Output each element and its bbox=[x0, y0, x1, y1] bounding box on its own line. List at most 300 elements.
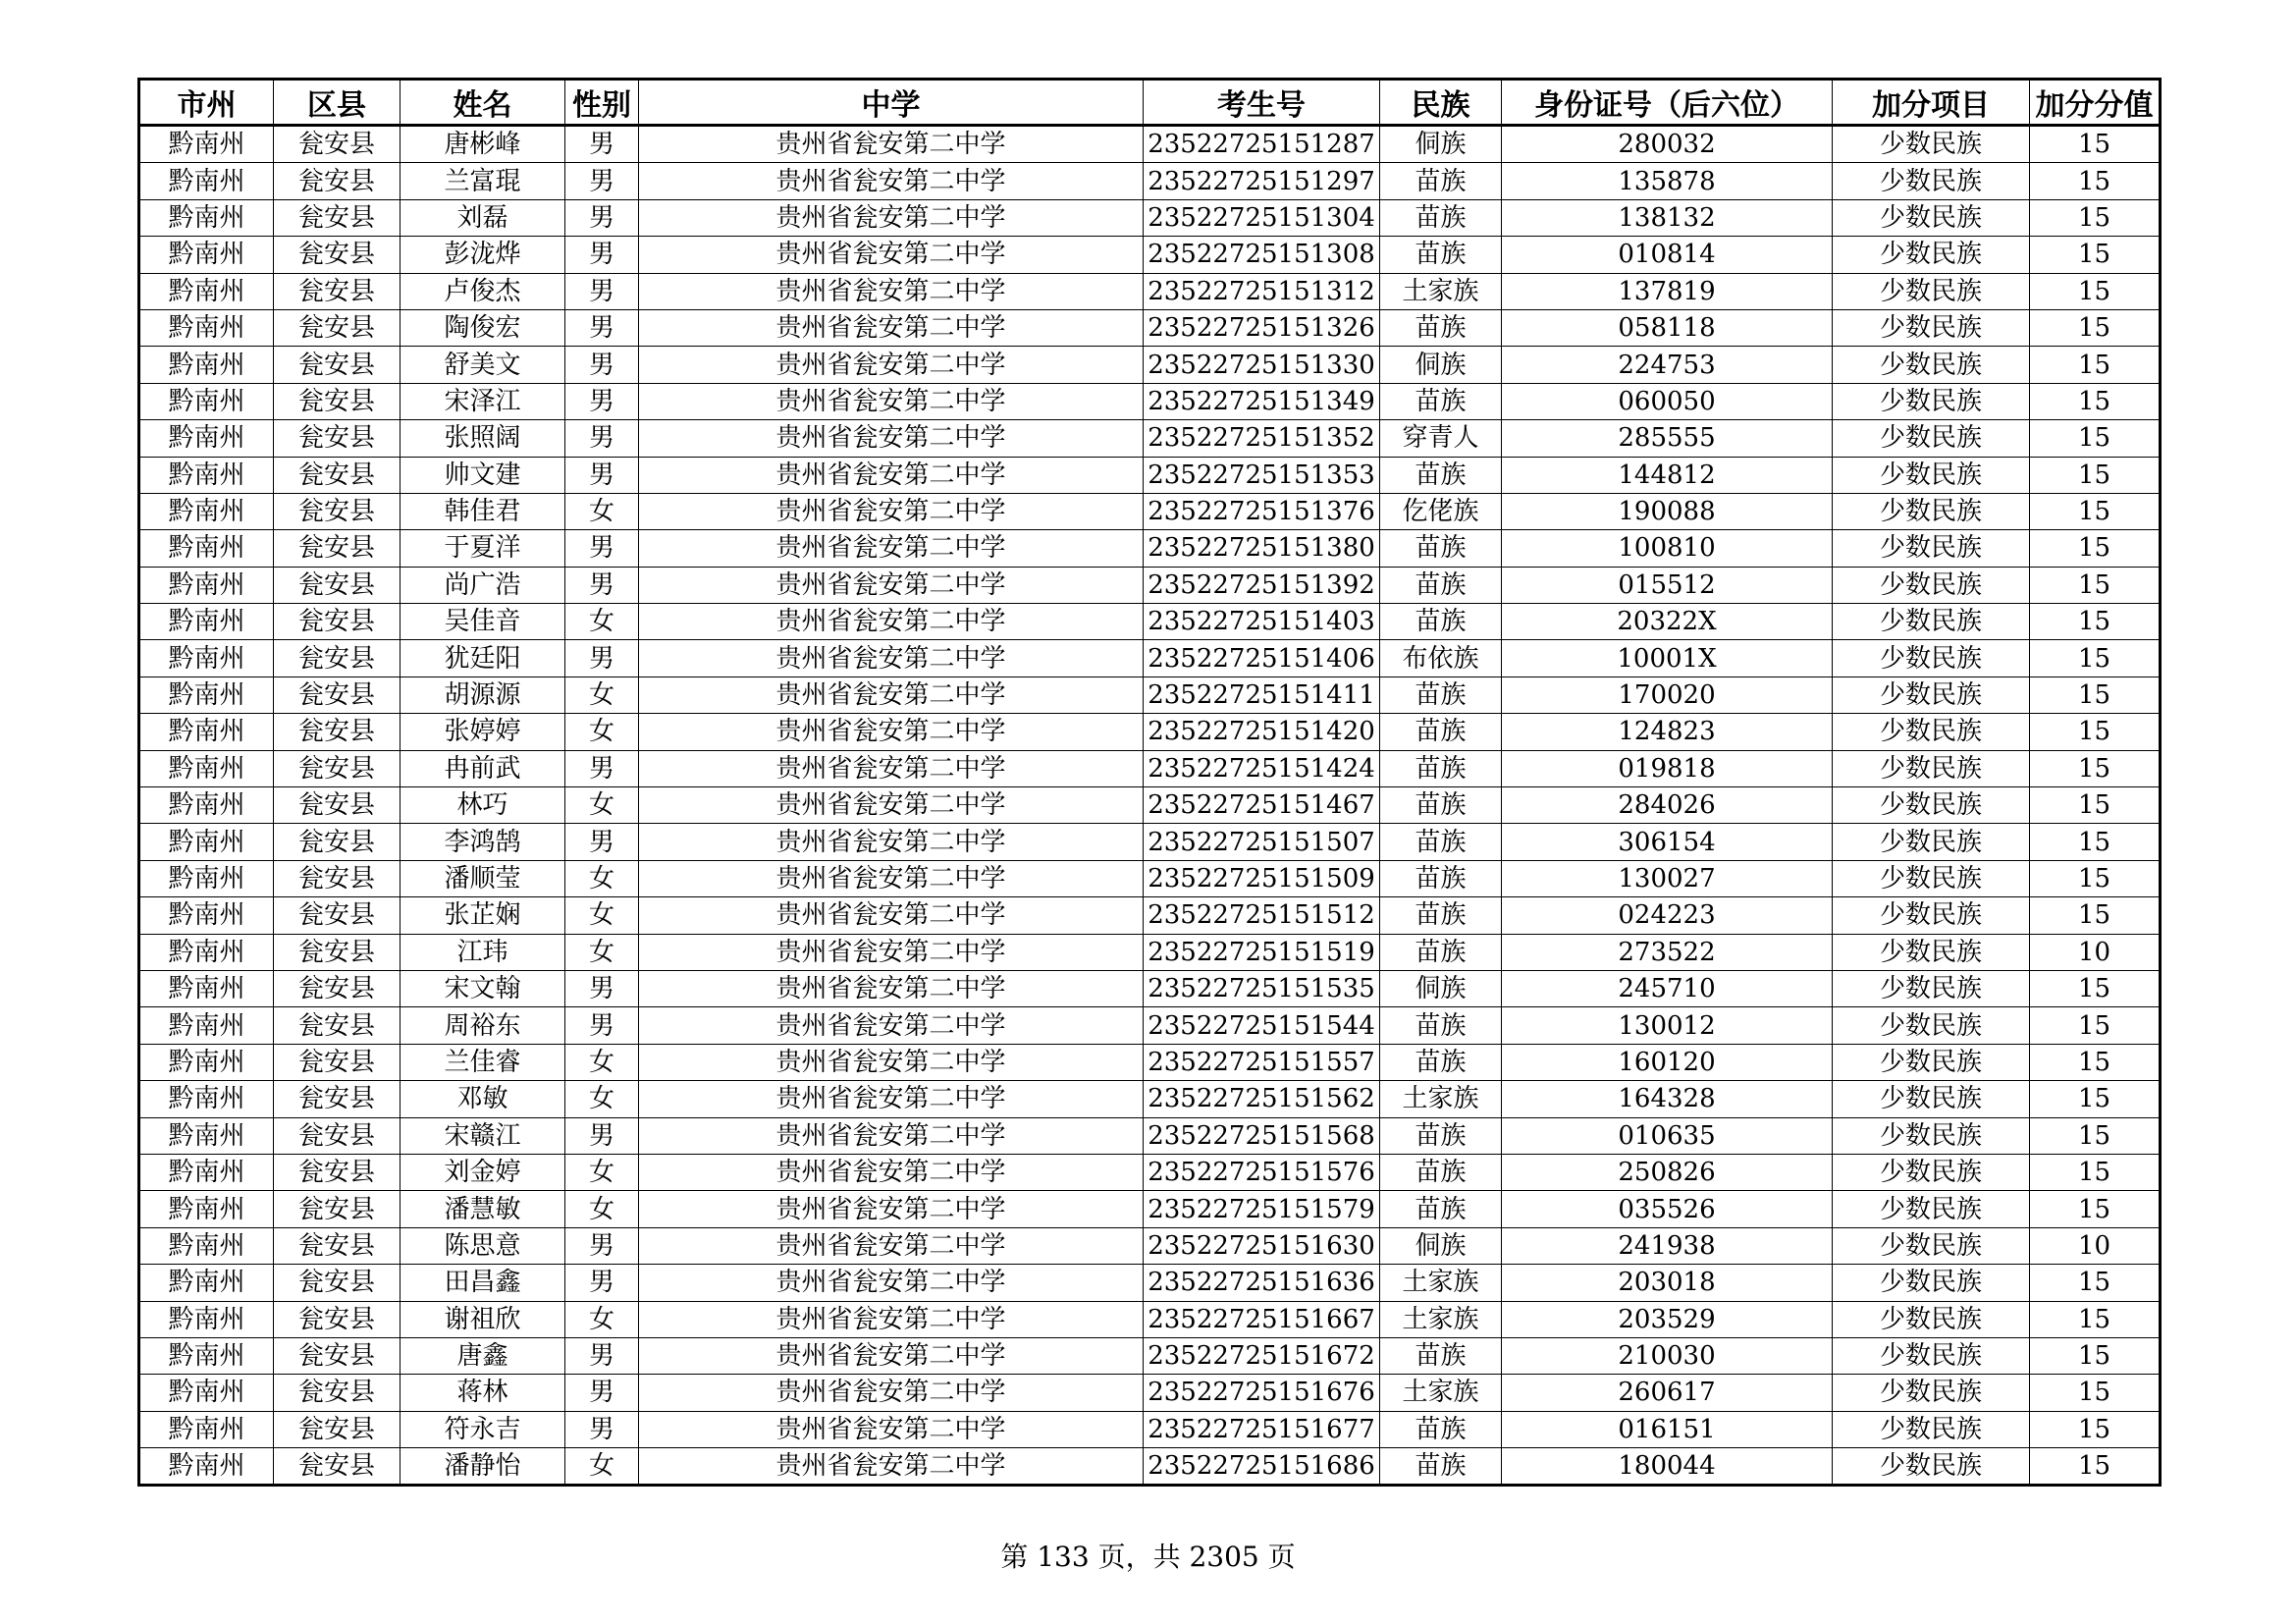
cell-gender: 男 bbox=[565, 567, 639, 603]
cell-name: 韩佳君 bbox=[400, 493, 565, 529]
cell-county: 瓮安县 bbox=[274, 273, 400, 309]
cell-gender: 女 bbox=[565, 677, 639, 713]
cell-id-suffix: 280032 bbox=[1502, 126, 1833, 163]
cell-city: 黔南州 bbox=[139, 1411, 274, 1447]
cell-bonus-item: 少数民族 bbox=[1833, 347, 2030, 383]
cell-school: 贵州省瓮安第二中学 bbox=[639, 787, 1144, 824]
table-row bbox=[139, 1081, 2161, 1117]
cell-bonus-item: 少数民族 bbox=[1833, 420, 2030, 457]
cell-school: 贵州省瓮安第二中学 bbox=[639, 309, 1144, 346]
cell-bonus-value: 15 bbox=[2030, 640, 2161, 677]
cell-id-suffix: 273522 bbox=[1502, 934, 1833, 970]
cell-name: 陈思意 bbox=[400, 1227, 565, 1264]
cell-county: 瓮安县 bbox=[274, 1044, 400, 1080]
cell-exam-no: 23522725151544 bbox=[1144, 1007, 1380, 1044]
cell-bonus-value: 15 bbox=[2030, 1375, 2161, 1411]
table-row bbox=[139, 934, 2161, 970]
cell-ethnicity: 土家族 bbox=[1380, 273, 1502, 309]
cell-name: 潘顺莹 bbox=[400, 860, 565, 896]
cell-city: 黔南州 bbox=[139, 640, 274, 677]
cell-name: 陶俊宏 bbox=[400, 309, 565, 346]
cell-bonus-value: 15 bbox=[2030, 126, 2161, 163]
cell-bonus-item: 少数民族 bbox=[1833, 677, 2030, 713]
cell-city: 黔南州 bbox=[139, 347, 274, 383]
cell-id-suffix: 015512 bbox=[1502, 567, 1833, 603]
header-bonus-value: 加分分值 bbox=[2030, 80, 2161, 126]
cell-bonus-value: 10 bbox=[2030, 1227, 2161, 1264]
table-row bbox=[139, 383, 2161, 419]
cell-city: 黔南州 bbox=[139, 1081, 274, 1117]
cell-county: 瓮安县 bbox=[274, 347, 400, 383]
cell-gender: 女 bbox=[565, 860, 639, 896]
table-row bbox=[139, 860, 2161, 896]
cell-bonus-item: 少数民族 bbox=[1833, 383, 2030, 419]
cell-school: 贵州省瓮安第二中学 bbox=[639, 1081, 1144, 1117]
cell-gender: 女 bbox=[565, 714, 639, 750]
cell-school: 贵州省瓮安第二中学 bbox=[639, 1117, 1144, 1154]
table-row bbox=[139, 1301, 2161, 1337]
cell-ethnicity: 苗族 bbox=[1380, 237, 1502, 273]
cell-gender: 男 bbox=[565, 1227, 639, 1264]
cell-county: 瓮安县 bbox=[274, 199, 400, 236]
cell-name: 蒋林 bbox=[400, 1375, 565, 1411]
table-row bbox=[139, 163, 2161, 199]
cell-city: 黔南州 bbox=[139, 567, 274, 603]
table-row bbox=[139, 677, 2161, 713]
cell-id-suffix: 060050 bbox=[1502, 383, 1833, 419]
cell-county: 瓮安县 bbox=[274, 1227, 400, 1264]
cell-name: 尚广浩 bbox=[400, 567, 565, 603]
cell-bonus-item: 少数民族 bbox=[1833, 1265, 2030, 1301]
cell-gender: 女 bbox=[565, 493, 639, 529]
cell-gender: 男 bbox=[565, 383, 639, 419]
cell-id-suffix: 010635 bbox=[1502, 1117, 1833, 1154]
cell-ethnicity: 穿青人 bbox=[1380, 420, 1502, 457]
cell-bonus-item: 少数民族 bbox=[1833, 309, 2030, 346]
cell-gender: 女 bbox=[565, 604, 639, 640]
cell-exam-no: 23522725151535 bbox=[1144, 970, 1380, 1006]
cell-county: 瓮安县 bbox=[274, 750, 400, 786]
cell-name: 潘慧敏 bbox=[400, 1191, 565, 1227]
header-name: 姓名 bbox=[400, 80, 565, 126]
cell-gender: 男 bbox=[565, 970, 639, 1006]
cell-gender: 女 bbox=[565, 897, 639, 934]
cell-name: 宋泽江 bbox=[400, 383, 565, 419]
cell-school: 贵州省瓮安第二中学 bbox=[639, 970, 1144, 1006]
cell-county: 瓮安县 bbox=[274, 1154, 400, 1190]
cell-bonus-value: 15 bbox=[2030, 199, 2161, 236]
cell-school: 贵州省瓮安第二中学 bbox=[639, 1154, 1144, 1190]
cell-school: 贵州省瓮安第二中学 bbox=[639, 347, 1144, 383]
cell-ethnicity: 苗族 bbox=[1380, 1117, 1502, 1154]
cell-county: 瓮安县 bbox=[274, 126, 400, 163]
cell-school: 贵州省瓮安第二中学 bbox=[639, 1265, 1144, 1301]
cell-id-suffix: 010814 bbox=[1502, 237, 1833, 273]
cell-exam-no: 23522725151562 bbox=[1144, 1081, 1380, 1117]
table-row bbox=[139, 273, 2161, 309]
cell-bonus-item: 少数民族 bbox=[1833, 714, 2030, 750]
cell-id-suffix: 10001X bbox=[1502, 640, 1833, 677]
cell-bonus-value: 15 bbox=[2030, 1044, 2161, 1080]
cell-gender: 女 bbox=[565, 1191, 639, 1227]
cell-exam-no: 23522725151304 bbox=[1144, 199, 1380, 236]
cell-id-suffix: 019818 bbox=[1502, 750, 1833, 786]
cell-exam-no: 23522725151330 bbox=[1144, 347, 1380, 383]
cell-bonus-item: 少数民族 bbox=[1833, 1411, 2030, 1447]
cell-bonus-value: 15 bbox=[2030, 1007, 2161, 1044]
cell-exam-no: 23522725151411 bbox=[1144, 677, 1380, 713]
cell-exam-no: 23522725151349 bbox=[1144, 383, 1380, 419]
cell-bonus-value: 15 bbox=[2030, 1448, 2161, 1486]
cell-county: 瓮安县 bbox=[274, 1265, 400, 1301]
cell-county: 瓮安县 bbox=[274, 1007, 400, 1044]
cell-ethnicity: 土家族 bbox=[1380, 1375, 1502, 1411]
cell-county: 瓮安县 bbox=[274, 163, 400, 199]
table-row bbox=[139, 750, 2161, 786]
cell-bonus-item: 少数民族 bbox=[1833, 1337, 2030, 1374]
cell-school: 贵州省瓮安第二中学 bbox=[639, 750, 1144, 786]
cell-exam-no: 23522725151406 bbox=[1144, 640, 1380, 677]
cell-school: 贵州省瓮安第二中学 bbox=[639, 640, 1144, 677]
cell-ethnicity: 侗族 bbox=[1380, 970, 1502, 1006]
cell-bonus-item: 少数民族 bbox=[1833, 640, 2030, 677]
cell-id-suffix: 035526 bbox=[1502, 1191, 1833, 1227]
cell-gender: 男 bbox=[565, 1337, 639, 1374]
cell-school: 贵州省瓮安第二中学 bbox=[639, 493, 1144, 529]
cell-bonus-item: 少数民族 bbox=[1833, 1301, 2030, 1337]
cell-bonus-value: 15 bbox=[2030, 567, 2161, 603]
cell-ethnicity: 苗族 bbox=[1380, 824, 1502, 860]
cell-bonus-item: 少数民族 bbox=[1833, 787, 2030, 824]
cell-name: 宋文翰 bbox=[400, 970, 565, 1006]
cell-gender: 女 bbox=[565, 934, 639, 970]
cell-exam-no: 23522725151686 bbox=[1144, 1448, 1380, 1486]
cell-gender: 女 bbox=[565, 1044, 639, 1080]
cell-name: 谢祖欣 bbox=[400, 1301, 565, 1337]
cell-id-suffix: 130012 bbox=[1502, 1007, 1833, 1044]
cell-bonus-value: 15 bbox=[2030, 787, 2161, 824]
cell-bonus-item: 少数民族 bbox=[1833, 163, 2030, 199]
cell-ethnicity: 苗族 bbox=[1380, 530, 1502, 567]
cell-school: 贵州省瓮安第二中学 bbox=[639, 1337, 1144, 1374]
cell-bonus-item: 少数民族 bbox=[1833, 750, 2030, 786]
cell-bonus-value: 15 bbox=[2030, 604, 2161, 640]
cell-school: 贵州省瓮安第二中学 bbox=[639, 1191, 1144, 1227]
cell-exam-no: 23522725151676 bbox=[1144, 1375, 1380, 1411]
cell-city: 黔南州 bbox=[139, 1007, 274, 1044]
cell-ethnicity: 土家族 bbox=[1380, 1265, 1502, 1301]
cell-county: 瓮安县 bbox=[274, 1191, 400, 1227]
cell-bonus-value: 15 bbox=[2030, 309, 2161, 346]
cell-city: 黔南州 bbox=[139, 1044, 274, 1080]
table-row bbox=[139, 1227, 2161, 1264]
cell-bonus-value: 15 bbox=[2030, 1081, 2161, 1117]
cell-gender: 男 bbox=[565, 1375, 639, 1411]
cell-exam-no: 23522725151509 bbox=[1144, 860, 1380, 896]
header-row bbox=[139, 80, 2161, 126]
header-gender: 性别 bbox=[565, 80, 639, 126]
cell-gender: 男 bbox=[565, 420, 639, 457]
cell-county: 瓮安县 bbox=[274, 309, 400, 346]
cell-ethnicity: 苗族 bbox=[1380, 787, 1502, 824]
cell-city: 黔南州 bbox=[139, 1117, 274, 1154]
cell-county: 瓮安县 bbox=[274, 1301, 400, 1337]
cell-ethnicity: 侗族 bbox=[1380, 126, 1502, 163]
cell-ethnicity: 苗族 bbox=[1380, 1154, 1502, 1190]
cell-bonus-value: 15 bbox=[2030, 970, 2161, 1006]
cell-school: 贵州省瓮安第二中学 bbox=[639, 824, 1144, 860]
cell-name: 符永吉 bbox=[400, 1411, 565, 1447]
cell-id-suffix: 260617 bbox=[1502, 1375, 1833, 1411]
cell-gender: 女 bbox=[565, 1448, 639, 1486]
cell-name: 舒美文 bbox=[400, 347, 565, 383]
header-county: 区县 bbox=[274, 80, 400, 126]
cell-ethnicity: 苗族 bbox=[1380, 714, 1502, 750]
cell-id-suffix: 124823 bbox=[1502, 714, 1833, 750]
table-row bbox=[139, 493, 2161, 529]
table-row bbox=[139, 567, 2161, 603]
table-row bbox=[139, 347, 2161, 383]
cell-school: 贵州省瓮安第二中学 bbox=[639, 163, 1144, 199]
cell-bonus-item: 少数民族 bbox=[1833, 1081, 2030, 1117]
cell-county: 瓮安县 bbox=[274, 714, 400, 750]
cell-name: 帅文建 bbox=[400, 457, 565, 493]
cell-school: 贵州省瓮安第二中学 bbox=[639, 897, 1144, 934]
cell-id-suffix: 160120 bbox=[1502, 1044, 1833, 1080]
cell-id-suffix: 245710 bbox=[1502, 970, 1833, 1006]
cell-name: 唐鑫 bbox=[400, 1337, 565, 1374]
cell-ethnicity: 苗族 bbox=[1380, 1191, 1502, 1227]
cell-ethnicity: 苗族 bbox=[1380, 199, 1502, 236]
cell-ethnicity: 苗族 bbox=[1380, 1337, 1502, 1374]
cell-county: 瓮安县 bbox=[274, 860, 400, 896]
cell-city: 黔南州 bbox=[139, 1265, 274, 1301]
cell-city: 黔南州 bbox=[139, 199, 274, 236]
cell-city: 黔南州 bbox=[139, 1448, 274, 1486]
cell-city: 黔南州 bbox=[139, 237, 274, 273]
cell-bonus-item: 少数民族 bbox=[1833, 567, 2030, 603]
cell-name: 潘静怡 bbox=[400, 1448, 565, 1486]
cell-gender: 男 bbox=[565, 163, 639, 199]
cell-school: 贵州省瓮安第二中学 bbox=[639, 457, 1144, 493]
cell-exam-no: 23522725151507 bbox=[1144, 824, 1380, 860]
cell-school: 贵州省瓮安第二中学 bbox=[639, 714, 1144, 750]
cell-name: 江玮 bbox=[400, 934, 565, 970]
cell-gender: 男 bbox=[565, 530, 639, 567]
header-school: 中学 bbox=[639, 80, 1144, 126]
cell-county: 瓮安县 bbox=[274, 1411, 400, 1447]
cell-school: 贵州省瓮安第二中学 bbox=[639, 383, 1144, 419]
cell-gender: 男 bbox=[565, 273, 639, 309]
cell-school: 贵州省瓮安第二中学 bbox=[639, 237, 1144, 273]
cell-bonus-value: 15 bbox=[2030, 237, 2161, 273]
cell-id-suffix: 170020 bbox=[1502, 677, 1833, 713]
cell-school: 贵州省瓮安第二中学 bbox=[639, 604, 1144, 640]
cell-city: 黔南州 bbox=[139, 420, 274, 457]
table-row bbox=[139, 640, 2161, 677]
cell-exam-no: 23522725151579 bbox=[1144, 1191, 1380, 1227]
cell-exam-no: 23522725151467 bbox=[1144, 787, 1380, 824]
cell-ethnicity: 苗族 bbox=[1380, 163, 1502, 199]
cell-exam-no: 23522725151392 bbox=[1144, 567, 1380, 603]
cell-gender: 男 bbox=[565, 199, 639, 236]
cell-ethnicity: 侗族 bbox=[1380, 347, 1502, 383]
cell-city: 黔南州 bbox=[139, 604, 274, 640]
cell-bonus-value: 15 bbox=[2030, 457, 2161, 493]
cell-exam-no: 23522725151677 bbox=[1144, 1411, 1380, 1447]
cell-county: 瓮安县 bbox=[274, 420, 400, 457]
header-city: 市州 bbox=[139, 80, 274, 126]
cell-bonus-item: 少数民族 bbox=[1833, 1448, 2030, 1486]
cell-name: 卢俊杰 bbox=[400, 273, 565, 309]
cell-bonus-item: 少数民族 bbox=[1833, 1227, 2030, 1264]
cell-id-suffix: 224753 bbox=[1502, 347, 1833, 383]
cell-school: 贵州省瓮安第二中学 bbox=[639, 567, 1144, 603]
cell-gender: 男 bbox=[565, 347, 639, 383]
table-row bbox=[139, 1265, 2161, 1301]
cell-bonus-value: 10 bbox=[2030, 934, 2161, 970]
table-row bbox=[139, 1448, 2161, 1486]
page-footer: 第 133 页，共 2305 页 bbox=[1000, 1541, 1296, 1573]
table-row bbox=[139, 1411, 2161, 1447]
cell-city: 黔南州 bbox=[139, 1375, 274, 1411]
cell-county: 瓮安县 bbox=[274, 677, 400, 713]
cell-bonus-item: 少数民族 bbox=[1833, 493, 2030, 529]
cell-bonus-value: 15 bbox=[2030, 273, 2161, 309]
cell-exam-no: 23522725151519 bbox=[1144, 934, 1380, 970]
cell-id-suffix: 203018 bbox=[1502, 1265, 1833, 1301]
cell-name: 田昌鑫 bbox=[400, 1265, 565, 1301]
table-row bbox=[139, 1337, 2161, 1374]
cell-city: 黔南州 bbox=[139, 750, 274, 786]
cell-school: 贵州省瓮安第二中学 bbox=[639, 860, 1144, 896]
cell-county: 瓮安县 bbox=[274, 1117, 400, 1154]
cell-name: 兰佳睿 bbox=[400, 1044, 565, 1080]
cell-ethnicity: 布依族 bbox=[1380, 640, 1502, 677]
cell-county: 瓮安县 bbox=[274, 934, 400, 970]
cell-id-suffix: 306154 bbox=[1502, 824, 1833, 860]
cell-bonus-value: 15 bbox=[2030, 1154, 2161, 1190]
cell-school: 贵州省瓮安第二中学 bbox=[639, 1375, 1144, 1411]
cell-gender: 男 bbox=[565, 824, 639, 860]
cell-ethnicity: 苗族 bbox=[1380, 897, 1502, 934]
header-ethnicity: 民族 bbox=[1380, 80, 1502, 126]
cell-bonus-item: 少数民族 bbox=[1833, 1154, 2030, 1190]
table-row bbox=[139, 1117, 2161, 1154]
cell-county: 瓮安县 bbox=[274, 237, 400, 273]
table-row bbox=[139, 199, 2161, 236]
cell-school: 贵州省瓮安第二中学 bbox=[639, 1227, 1144, 1264]
table-row bbox=[139, 1044, 2161, 1080]
cell-county: 瓮安县 bbox=[274, 824, 400, 860]
cell-id-suffix: 100810 bbox=[1502, 530, 1833, 567]
cell-exam-no: 23522725151312 bbox=[1144, 273, 1380, 309]
cell-name: 唐彬峰 bbox=[400, 126, 565, 163]
cell-county: 瓮安县 bbox=[274, 530, 400, 567]
cell-county: 瓮安县 bbox=[274, 970, 400, 1006]
cell-ethnicity: 苗族 bbox=[1380, 457, 1502, 493]
cell-id-suffix: 180044 bbox=[1502, 1448, 1833, 1486]
cell-gender: 男 bbox=[565, 1117, 639, 1154]
cell-city: 黔南州 bbox=[139, 383, 274, 419]
cell-exam-no: 23522725151557 bbox=[1144, 1044, 1380, 1080]
cell-exam-no: 23522725151287 bbox=[1144, 126, 1380, 163]
table-row bbox=[139, 1191, 2161, 1227]
cell-ethnicity: 苗族 bbox=[1380, 383, 1502, 419]
cell-city: 黔南州 bbox=[139, 309, 274, 346]
cell-city: 黔南州 bbox=[139, 530, 274, 567]
cell-bonus-value: 15 bbox=[2030, 824, 2161, 860]
cell-ethnicity: 苗族 bbox=[1380, 1044, 1502, 1080]
cell-id-suffix: 203529 bbox=[1502, 1301, 1833, 1337]
cell-school: 贵州省瓮安第二中学 bbox=[639, 199, 1144, 236]
cell-ethnicity: 苗族 bbox=[1380, 309, 1502, 346]
cell-exam-no: 23522725151576 bbox=[1144, 1154, 1380, 1190]
cell-bonus-item: 少数民族 bbox=[1833, 604, 2030, 640]
cell-exam-no: 23522725151424 bbox=[1144, 750, 1380, 786]
cell-gender: 男 bbox=[565, 1411, 639, 1447]
cell-county: 瓮安县 bbox=[274, 567, 400, 603]
cell-school: 贵州省瓮安第二中学 bbox=[639, 1448, 1144, 1486]
cell-ethnicity: 仡佬族 bbox=[1380, 493, 1502, 529]
cell-id-suffix: 130027 bbox=[1502, 860, 1833, 896]
cell-name: 李鸿鹄 bbox=[400, 824, 565, 860]
cell-city: 黔南州 bbox=[139, 714, 274, 750]
cell-school: 贵州省瓮安第二中学 bbox=[639, 1044, 1144, 1080]
cell-name: 张芷娴 bbox=[400, 897, 565, 934]
cell-bonus-value: 15 bbox=[2030, 493, 2161, 529]
cell-exam-no: 23522725151352 bbox=[1144, 420, 1380, 457]
cell-bonus-item: 少数民族 bbox=[1833, 273, 2030, 309]
cell-bonus-value: 15 bbox=[2030, 897, 2161, 934]
cell-exam-no: 23522725151630 bbox=[1144, 1227, 1380, 1264]
cell-county: 瓮安县 bbox=[274, 604, 400, 640]
cell-exam-no: 23522725151326 bbox=[1144, 309, 1380, 346]
cell-name: 周裕东 bbox=[400, 1007, 565, 1044]
table-row bbox=[139, 714, 2161, 750]
cell-name: 冉前武 bbox=[400, 750, 565, 786]
cell-gender: 男 bbox=[565, 1007, 639, 1044]
header-bonus-item: 加分项目 bbox=[1833, 80, 2030, 126]
cell-city: 黔南州 bbox=[139, 677, 274, 713]
cell-county: 瓮安县 bbox=[274, 383, 400, 419]
cell-bonus-value: 15 bbox=[2030, 420, 2161, 457]
cell-exam-no: 23522725151380 bbox=[1144, 530, 1380, 567]
cell-ethnicity: 苗族 bbox=[1380, 1007, 1502, 1044]
cell-exam-no: 23522725151308 bbox=[1144, 237, 1380, 273]
cell-county: 瓮安县 bbox=[274, 1081, 400, 1117]
cell-id-suffix: 164328 bbox=[1502, 1081, 1833, 1117]
cell-bonus-item: 少数民族 bbox=[1833, 1191, 2030, 1227]
cell-school: 贵州省瓮安第二中学 bbox=[639, 273, 1144, 309]
cell-bonus-value: 15 bbox=[2030, 383, 2161, 419]
table-row bbox=[139, 604, 2161, 640]
table-header bbox=[139, 80, 2161, 126]
cell-bonus-item: 少数民族 bbox=[1833, 199, 2030, 236]
cell-id-suffix: 241938 bbox=[1502, 1227, 1833, 1264]
table-row bbox=[139, 457, 2161, 493]
cell-ethnicity: 苗族 bbox=[1380, 677, 1502, 713]
cell-ethnicity: 苗族 bbox=[1380, 604, 1502, 640]
cell-city: 黔南州 bbox=[139, 273, 274, 309]
cell-bonus-item: 少数民族 bbox=[1833, 530, 2030, 567]
cell-county: 瓮安县 bbox=[274, 1337, 400, 1374]
cell-id-suffix: 20322X bbox=[1502, 604, 1833, 640]
cell-bonus-item: 少数民族 bbox=[1833, 934, 2030, 970]
cell-name: 张照阔 bbox=[400, 420, 565, 457]
cell-city: 黔南州 bbox=[139, 1301, 274, 1337]
header-id-suffix: 身份证号（后六位） bbox=[1502, 80, 1833, 126]
